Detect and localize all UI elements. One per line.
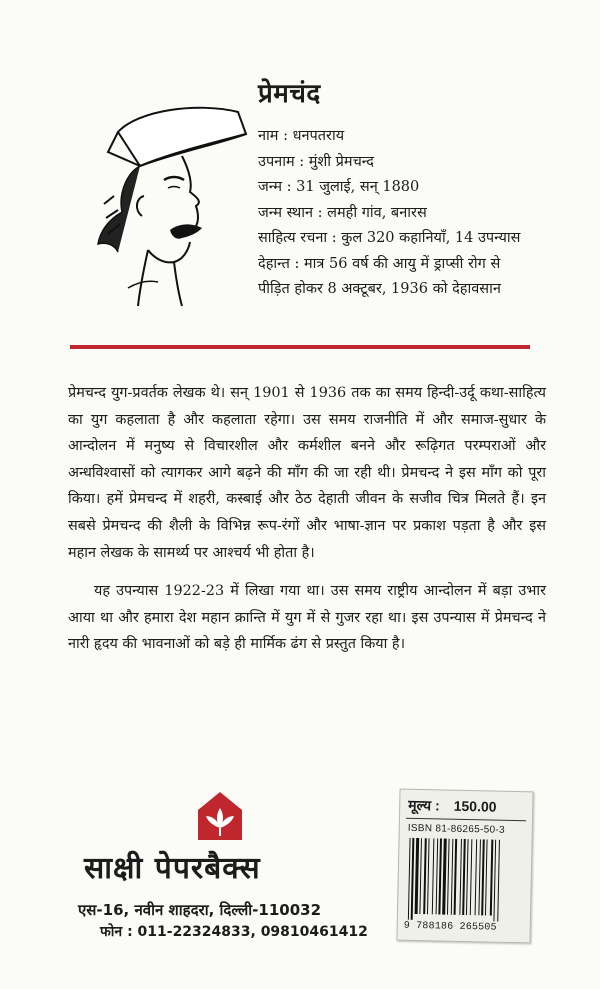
blurb-paragraph-2: यह उपन्यास 1922-23 में लिखा गया था। उस समय राष्ट्रीय आन्दोलन में बड़ा उभार आया था और हमारा देश महान क्रान्ति में युग में से गुजर रहा था। इस उपन्यास में प्रेमचन्द ने नारी हृदय की भावनाओं को बड़े ही मार्मिक ढंग से प्रस्तुत किया है। xyxy=(68,583,546,653)
barcode-bar xyxy=(438,838,442,914)
isbn-text: ISBN 81-86265-50-3 xyxy=(407,822,505,836)
barcode-bar xyxy=(415,838,420,914)
bio-pen-name: उपनाम : मुंशी प्रेमचन्द xyxy=(258,153,374,170)
barcode-bar xyxy=(423,838,427,914)
bio-name: नाम : धनपतराय xyxy=(258,128,345,144)
barcode-icon xyxy=(406,838,524,922)
barcode-bar xyxy=(408,838,411,920)
barcode-bar xyxy=(451,839,454,915)
barcode-bar xyxy=(454,839,458,915)
barcode-bar xyxy=(419,838,422,914)
barcode-bar xyxy=(493,840,496,922)
bio-death: देहान्त : मात्र 56 वर्ष की आयु में ड्राप्सी रोग से xyxy=(258,255,501,272)
barcode-digits: 9 788186 265505 xyxy=(403,920,497,934)
barcode-bar xyxy=(427,838,430,914)
red-divider xyxy=(70,345,530,349)
barcode-bar xyxy=(462,839,466,915)
barcode-bar xyxy=(466,839,469,915)
barcode-bar xyxy=(497,840,500,922)
sticker-rule xyxy=(406,818,526,822)
price-value: 150.00 xyxy=(453,797,497,815)
price-row xyxy=(408,796,497,817)
barcode-bar xyxy=(411,838,415,920)
barcode-bar xyxy=(432,838,435,914)
bio-birth: जन्म : 31 जुलाई, सन् 1880 xyxy=(258,179,420,195)
blurb xyxy=(68,380,546,670)
barcode-bar xyxy=(442,839,447,915)
blurb-paragraph-1: प्रेमचन्द युग-प्रवर्तक लेखक थे। सन् 1901 से 1936 तक का समय हिन्दी-उर्दू कथा-साहित्य का युग कहलाता है और कहलाता रहेगा। उस समय राजनीति में और समाज-सुधार के आन्दोलन में मनुष्य से विचारशील और कर्मशील बनने और रूढ़िगत परम्पराओं और अन्धविश्वासों को त्यागकर आगे बढ़ने की माँग की जा रही थी। प्रेमचन्द ने इस माँग को पूरा किया। हमें प्रेमचन्द में शहरी, कस्बाई और ठेठ देहाती जीवन के सजीव चित्र मिलते हैं। इन सबसे प्रेमचन्द की शैली के विभिन्न रूप-रंगों और भाषा-ज्ञान पर प्रकाश पड़ता है और इस महान लेखक के सामर्थ्य पर आश्चर्य भी होता है। xyxy=(68,385,546,561)
bio-death-cont: पीड़ित होकर 8 अक्टूबर, 1936 को देहावसान xyxy=(258,281,501,297)
lotus-logo-icon xyxy=(196,790,244,842)
publisher-phone: फोन : 011-22324833, 09810461412 xyxy=(100,924,368,940)
price-sticker xyxy=(396,789,533,944)
barcode-bar xyxy=(447,839,450,915)
barcode-bar xyxy=(481,839,485,915)
barcode-bar xyxy=(470,839,473,915)
bio-works: साहित्य रचना : कुल 320 कहानियाँ, 14 उपन्यास xyxy=(258,230,521,246)
author-portrait-sketch xyxy=(78,92,258,312)
barcode-bar xyxy=(490,840,494,916)
publisher-address: एस-16, नवीन शाहदरा, दिल्ली-110032 xyxy=(78,901,322,919)
barcode-bar xyxy=(459,839,462,915)
author-name: प्रेमचंद xyxy=(258,79,321,109)
barcode-bar xyxy=(436,838,439,914)
author-bio xyxy=(258,74,588,303)
publisher-name: साक्षी पेपरबैक्स xyxy=(84,851,261,886)
barcode-bar xyxy=(475,839,478,915)
barcode-bar xyxy=(485,839,488,915)
bio-birthplace: जन्म स्थान : लमही गांव, बनारस xyxy=(258,204,427,221)
price-label: मूल्य : xyxy=(408,796,440,814)
barcode-bar xyxy=(478,839,481,915)
